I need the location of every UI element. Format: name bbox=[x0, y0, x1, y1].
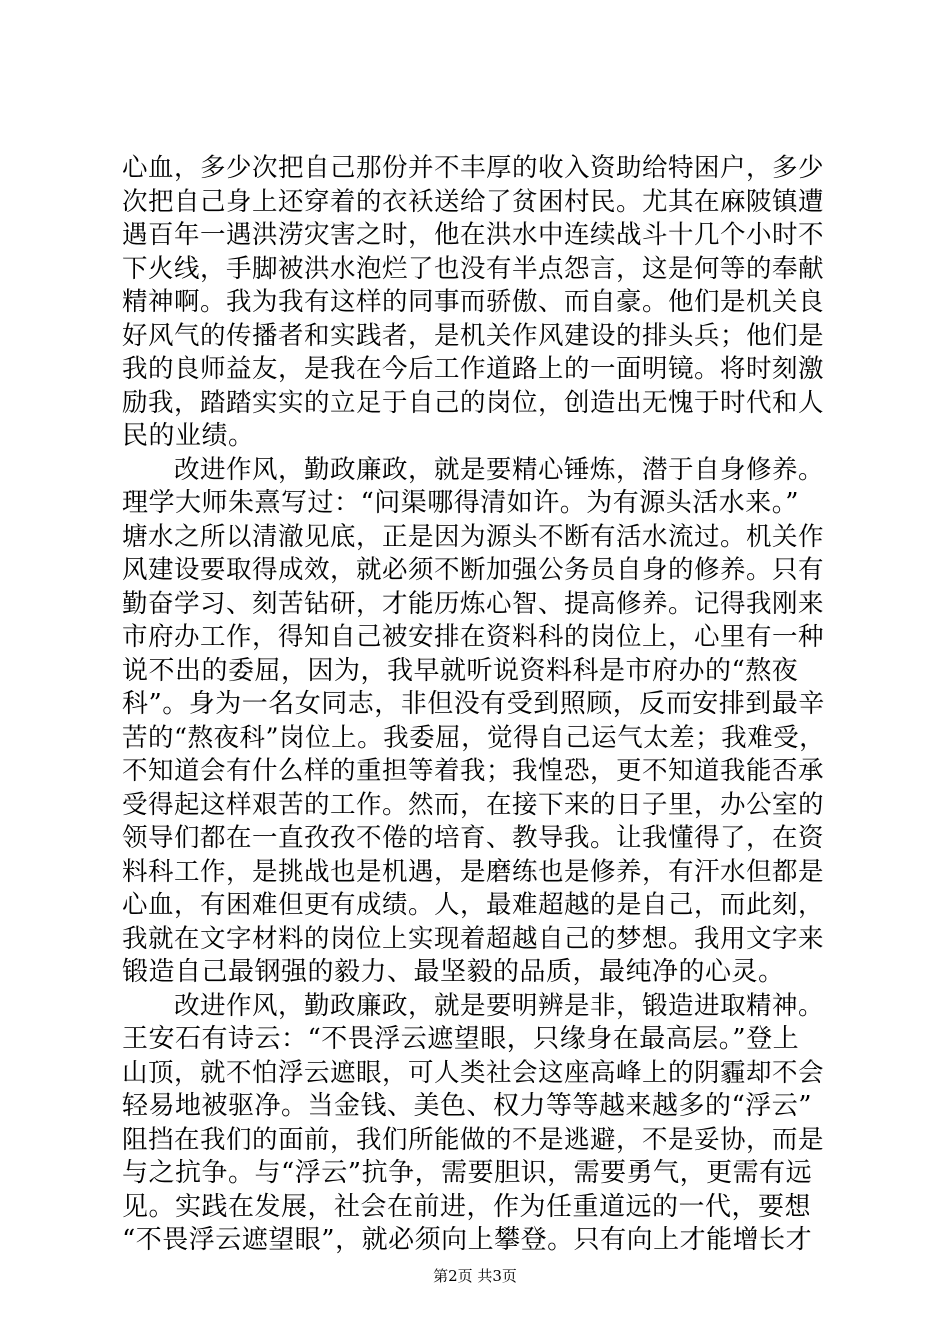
text-line: 改进作风，勤政廉政，就是要精心锤炼，潜于自身修养。 bbox=[122, 454, 825, 485]
text-line: 心血，有困难但更有成绩。人，最难超越的是自己，而此刻， bbox=[122, 890, 825, 920]
text-line: 理学大师朱熹写过：“问渠哪得清如许。为有源头活水来。” bbox=[122, 488, 800, 518]
text-line: 山顶，就不怕浮云遮眼，可人类社会这座高峰上的阴霾却不会 bbox=[122, 1057, 825, 1088]
text-line: 王安石有诗云：“不畏浮云遮望眼，只缘身在最高层。”登上 bbox=[122, 1024, 800, 1054]
text-line: 见。实践在发展，社会在前进，作为任重道远的一代，要想 bbox=[122, 1191, 812, 1222]
text-line: 阻挡在我们的面前，我们所能做的不是逃避，不是妥协，而是 bbox=[122, 1124, 825, 1155]
text-line: 领导们都在一直孜孜不倦的培育、教导我。让我懂得了，在资 bbox=[122, 823, 825, 853]
text-line: 与之抗争。与“浮云”抗争，需要胆识，需要勇气，更需有远 bbox=[122, 1158, 813, 1188]
body-text bbox=[122, 152, 832, 1258]
text-line: 锻造自己最钢强的毅力、最坚毅的品质，最纯净的心灵。 bbox=[122, 957, 785, 987]
text-line: 轻易地被驱净。当金钱、美色、权力等等越来越多的“浮云” bbox=[122, 1091, 813, 1121]
text-line: 苦的“熬夜科”岗位上。我委屈，觉得自己运气太差；我难受， bbox=[122, 722, 826, 753]
text-line: 励我，踏踏实实的立足于自己的岗位，创造出无愧于时代和人 bbox=[122, 387, 825, 418]
text-line: “不畏浮云遮望眼”，就必须向上攀登。只有向上才能增长才 bbox=[122, 1225, 813, 1255]
text-line: 料科工作，是挑战也是机遇，是磨练也是修养，有汗水但都是 bbox=[122, 856, 825, 887]
text-line: 遇百年一遇洪涝灾害之时，他在洪水中连续战斗十几个小时不 bbox=[122, 220, 825, 250]
text-line: 改进作风，勤政廉政，就是要明辨是非，锻造进取精神。 bbox=[122, 990, 825, 1021]
text-line: 塘水之所以清澈见底，正是因为源头不断有活水流过。机关作 bbox=[122, 521, 825, 552]
text-line: 受得起这样艰苦的工作。然而，在接下来的日子里，办公室的 bbox=[122, 789, 825, 820]
text-line: 下火线，手脚被洪水泡烂了也没有半点怨言，这是何等的奉献 bbox=[122, 253, 825, 284]
text-line: 次把自己身上还穿着的衣袄送给了贫困村民。尤其在麻陂镇遭 bbox=[122, 186, 825, 217]
text-line: 勤奋学习、刻苦钻研，才能历炼心智、提高修养。记得我刚来 bbox=[122, 588, 825, 619]
text-line: 心血，多少次把自己那份并不丰厚的收入资助给特困户，多少 bbox=[122, 153, 825, 183]
text-line: 科”。身为一名女同志，非但没有受到照顾，反而安排到最辛 bbox=[122, 689, 825, 719]
text-line: 民的业绩。 bbox=[122, 421, 255, 451]
page-footer: 第2页 共3页 bbox=[433, 1267, 517, 1285]
text-line: 精神啊。我为我有这样的同事而骄傲、而自豪。他们是机关良 bbox=[122, 287, 825, 317]
text-line: 不知道会有什么样的重担等着我；我惶恐，更不知道我能否承 bbox=[122, 756, 825, 786]
text-line: 说不出的委屈，因为，我早就听说资料科是市府办的“熬夜 bbox=[122, 655, 799, 686]
text-line: 市府办工作，得知自己被安排在资料科的岗位上，心里有一种 bbox=[122, 622, 825, 652]
text-line: 好风气的传播者和实践者，是机关作风建设的排头兵；他们是 bbox=[122, 320, 825, 351]
text-line: 我就在文字材料的岗位上实现着超越自己的梦想。我用文字来 bbox=[122, 923, 825, 954]
text-line: 我的良师益友，是我在今后工作道路上的一面明镜。将时刻激 bbox=[122, 354, 825, 384]
text-line: 风建设要取得成效，就必须不断加强公务员自身的修养。只有 bbox=[122, 555, 825, 585]
